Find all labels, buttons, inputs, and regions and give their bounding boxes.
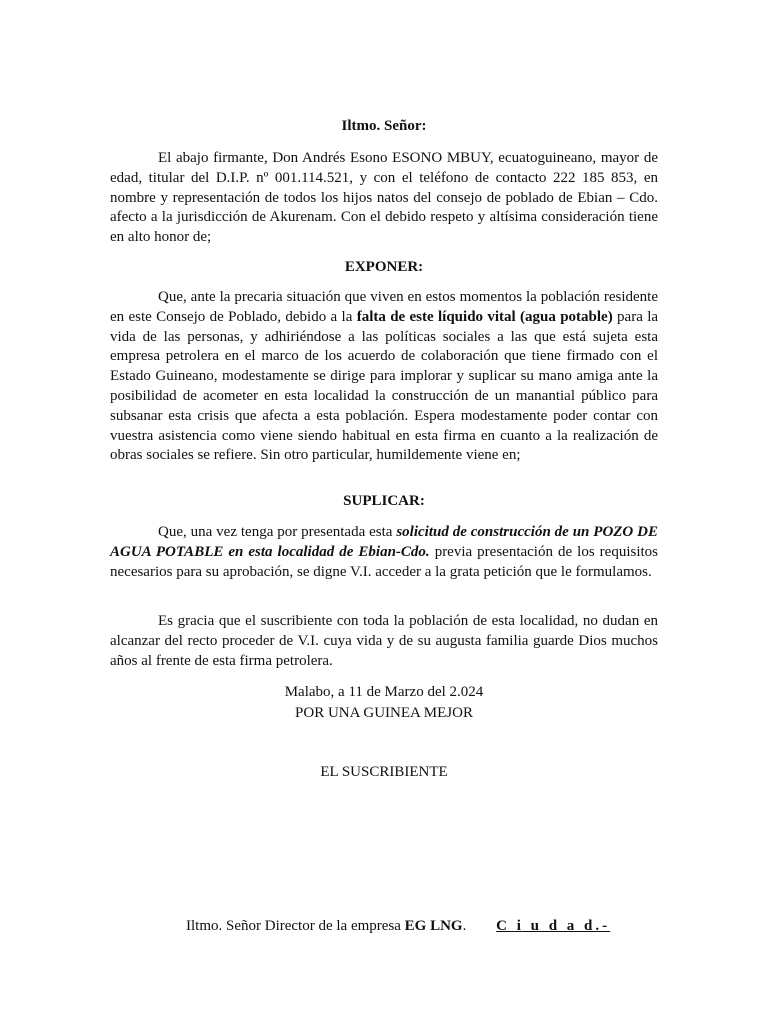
exponer-heading-text: EXPONER: <box>344 259 424 275</box>
exponer-paragraph <box>110 288 658 466</box>
date-line: Malabo, a 11 de Marzo del 2.024 <box>284 684 484 700</box>
suplicar-heading-text: SUPLICAR: <box>343 493 425 509</box>
addressee-suffix: . <box>462 918 467 934</box>
salutation <box>110 117 658 137</box>
exponer-text-2: para la vida de las personas, y adhiriéndose a las políticas sociales a las que está sujeta esta empresa petrolera en el marco de los acuerdo de colaboración que tiene firmado con el Estado Guineano, modestamente se dirige para implorar y suplicar su mano amiga ante la posibilidad de acometer en esta localidad la construcción de un manantial público para subsanar esta crisis que afecta a esta población. Espera modestamente poder contar con vuestra asistencia como viene siendo habitual en esta firma en cuanto a la realización de obras sociales se refiere. Sin otro particular, humildemente viene en; <box>110 308 659 464</box>
addressee-line <box>186 918 611 935</box>
suplicar-text-1: Que, una vez tenga por presentada esta <box>158 524 393 540</box>
intro-paragraph: El abajo firmante, Don Andrés Esono ESONO MBUY, ecuatoguineano, mayor de edad, titular del D.I.P. nº 001.114.521, y con el teléfono de contacto 222 185 853, en nombre y representación de todos los hijos natos del consejo de poblado de Ebian – Cdo. afecto a la jurisdicción de Akurenam. Con el debido respeto y altísima consideración tiene en alto honor de; <box>110 150 658 246</box>
exponer-text-1: Que, ante la precaria situación que viven en estos momentos la población residente en este Consejo de Poblado, debido a la <box>110 289 658 325</box>
addressee-prefix: Iltmo. Señor Director de la empresa <box>186 918 401 934</box>
exponer-heading <box>110 258 658 278</box>
addressee-company: EG LNG <box>404 918 463 934</box>
closing-paragraph: Es gracia que el suscribiente con toda la población de esta localidad, no dudan en alcanzar del recto proceder de V.I. cuya vida y de su augusta familia guarde Dios muchos años al frente de esta firma petrolera. <box>110 613 658 669</box>
suplicar-bold-italic-text: solicitud de construcción de un POZO DE AGUA POTABLE en esta localidad de Ebian-Cdo. <box>110 524 658 560</box>
signature-label: EL SUSCRIBIENTE <box>320 764 448 780</box>
suplicar-heading <box>110 492 658 512</box>
addressee-city: C i u d a d.- <box>496 918 611 934</box>
salutation-text: Iltmo. Señor: <box>341 118 427 134</box>
suplicar-text-2: previa presentación de los requisitos necesarios para su aprobación, se digne V.I. acceder a la grata petición que le formulamos. <box>110 543 658 580</box>
exponer-bold-text: falta de este líquido vital (agua potable) <box>356 308 613 325</box>
suplicar-paragraph <box>110 523 658 582</box>
motto: POR UNA GUINEA MEJOR <box>295 705 473 721</box>
